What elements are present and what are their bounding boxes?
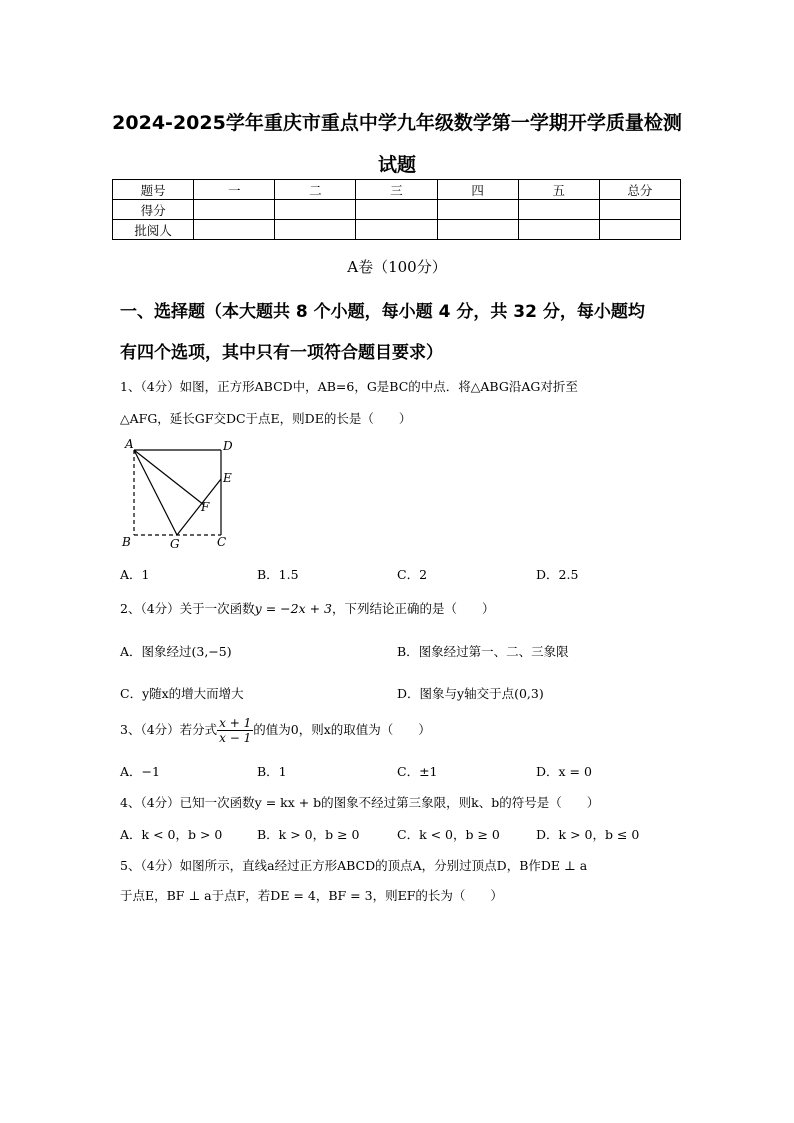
label-a: A <box>125 437 134 451</box>
score-table-header: 三 <box>356 180 437 200</box>
score-table-header: 四 <box>437 180 518 200</box>
question-3-option-c: C．±1 <box>397 764 438 779</box>
label-e: E <box>223 471 232 485</box>
page-title: 2024-2025学年重庆市重点中学九年级数学第一学期开学质量检测 <box>112 112 682 134</box>
question-1-option-d: D．2.5 <box>536 567 579 582</box>
label-c: C <box>217 535 227 549</box>
grader-row-label: 批阅人 <box>113 220 194 240</box>
question-1-option-a: A．1 <box>120 567 150 582</box>
score-table-header-row <box>113 180 681 200</box>
question-1-option-c: C．2 <box>397 567 428 582</box>
question-2-option-c: C．y随x的增大而增大 <box>120 686 244 701</box>
grader-cell <box>194 220 275 240</box>
page-title-continued: 试题 <box>377 154 416 176</box>
question-2-stem <box>120 599 495 617</box>
fraction-numerator: x + 1 <box>219 716 252 730</box>
question-2-option-a: A．图象经过(3,−5) <box>120 644 232 659</box>
label-g: G <box>170 537 180 551</box>
question-3-fraction <box>217 716 253 745</box>
label-f: F <box>201 500 210 514</box>
score-table-header: 总分 <box>599 180 680 200</box>
question-3-stem-suffix: 的值为0，则x的取值为（ ） <box>253 722 431 737</box>
question-3-option-b: B．1 <box>257 764 287 779</box>
score-cell <box>518 200 599 220</box>
score-cell <box>356 200 437 220</box>
grader-cell <box>518 220 599 240</box>
score-table <box>112 179 681 240</box>
segment-af <box>134 450 204 505</box>
question-4-option-b: B．k > 0，b ≥ 0 <box>257 827 360 842</box>
question-2-option-b: B．图象经过第一、二、三象限 <box>397 644 569 659</box>
segment-ag <box>134 450 177 535</box>
question-1-stem: 1、（4分）如图，正方形ABCD中，AB=6，G是BC的中点．将△ABG沿AG对折至 <box>120 379 578 394</box>
question-2-option-d: D．图象与y轴交于点(0,3) <box>397 686 544 701</box>
section-heading: 一、选择题（本大题共 8 个小题，每小题 4 分，共 32 分，每小题均 <box>120 302 645 322</box>
label-d: D <box>223 439 233 453</box>
fraction-denominator: x − 1 <box>219 731 252 745</box>
question-4-option-a: A．k < 0，b > 0 <box>120 827 223 842</box>
grader-cell <box>356 220 437 240</box>
grader-cell <box>437 220 518 240</box>
score-table-header: 五 <box>518 180 599 200</box>
question-1-stem-continued: △AFG，延长GF交DC于点E，则DE的长是（ ） <box>120 411 412 426</box>
score-cell <box>437 200 518 220</box>
score-table-header: 一 <box>194 180 275 200</box>
question-3-option-a: A．−1 <box>120 764 160 779</box>
grader-cell <box>275 220 356 240</box>
question-5-stem: 5、（4分）如图所示，直线a经过正方形ABCD的顶点A，分别过顶点D，B作DE ⊥ a <box>120 858 588 873</box>
question-5-stem-continued: 于点E，BF ⊥ a于点F，若DE = 4，BF = 3，则EF的长为（ ） <box>120 888 503 903</box>
question-3-stem <box>120 716 431 745</box>
question-3-option-d: D．x = 0 <box>536 764 592 779</box>
question-3-stem-prefix: 3、（4分）若分式 <box>120 722 218 737</box>
score-row <box>113 200 681 220</box>
question-2-stem-suffix: ，下列结论正确的是（ ） <box>332 601 495 616</box>
grader-row <box>113 220 681 240</box>
segment-ge <box>177 479 221 535</box>
label-b: B <box>122 535 131 549</box>
score-row-label: 得分 <box>113 200 194 220</box>
section-heading-continued: 有四个选项，其中只有一项符合题目要求） <box>120 343 443 363</box>
question-2-stem-prefix: 2、（4分）关于一次函数 <box>120 601 255 616</box>
question-4-stem: 4、（4分）已知一次函数y = kx + b的图象不经过第三象限，则k、b的符号是（ ） <box>120 795 600 810</box>
square-fold-figure <box>115 435 240 555</box>
question-4-option-d: D．k > 0，b ≤ 0 <box>536 827 640 842</box>
volume-heading: A卷（100分） <box>347 258 447 276</box>
question-1-option-b: B．1.5 <box>257 567 299 582</box>
grader-cell <box>599 220 680 240</box>
score-cell <box>194 200 275 220</box>
score-table-header: 二 <box>275 180 356 200</box>
score-table-header: 题号 <box>113 180 194 200</box>
question-2-formula: y = −2x + 3 <box>254 601 332 616</box>
question-4-option-c: C．k < 0，b ≥ 0 <box>397 827 500 842</box>
score-cell <box>275 200 356 220</box>
score-cell <box>599 200 680 220</box>
